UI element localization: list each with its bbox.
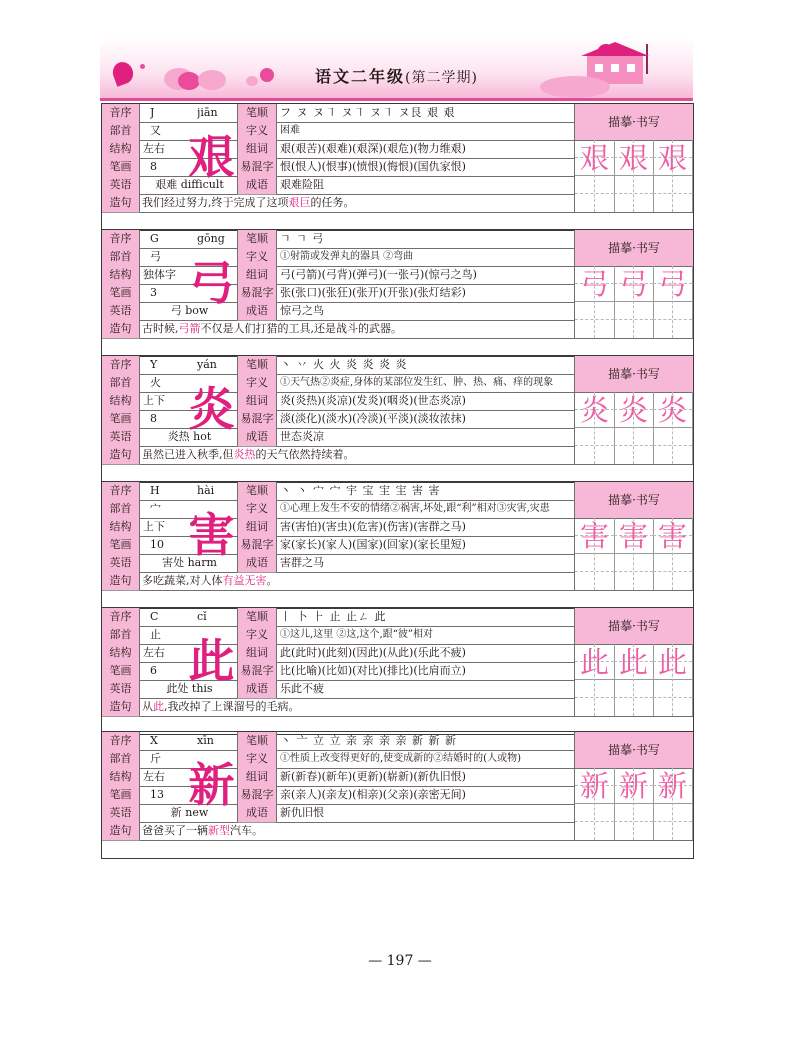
structure-value: 上下 bbox=[143, 520, 165, 533]
trace-character: 新 bbox=[579, 769, 609, 803]
trace-character: 新 bbox=[657, 769, 687, 803]
confusable-value: 张(张口)(张狂)(张开)(开张)(张灯结彩) bbox=[280, 286, 466, 299]
main-character: 炎 bbox=[188, 382, 235, 436]
label-sentence: 造句 bbox=[102, 320, 140, 339]
sentence-text: 的任务。 bbox=[310, 196, 355, 209]
practice-area bbox=[574, 104, 693, 212]
meaning-value: ①这儿,这里 ②这,这个,跟“彼”相对 bbox=[280, 629, 433, 640]
structure-value: 左右 bbox=[143, 770, 165, 783]
letter-value: H bbox=[150, 484, 160, 497]
english-value: 害处 harm bbox=[162, 556, 217, 569]
label-strokes: 笔画 bbox=[102, 786, 140, 805]
radical-value: 宀 bbox=[150, 502, 161, 515]
pinyin-value: yán bbox=[197, 358, 217, 371]
pinyin-value: hài bbox=[197, 484, 215, 497]
label-sentence: 造句 bbox=[102, 572, 140, 591]
practice-grid-cell bbox=[614, 644, 654, 716]
label-meaning: 字义 bbox=[237, 626, 277, 645]
label-radical: 部首 bbox=[102, 500, 140, 519]
label-structure: 结构 bbox=[102, 518, 140, 537]
character-card bbox=[101, 731, 694, 859]
words-value: 炎(炎热)(炎凉)(发炎)(咽炎)(世态炎凉) bbox=[280, 394, 466, 407]
sentence-highlight: 炎热 bbox=[233, 448, 256, 461]
sentence-text: 不仅是人们打猎的工具,还是战斗的武器。 bbox=[200, 322, 402, 335]
practice-grid-cell bbox=[575, 140, 615, 212]
english-value: 新 new bbox=[170, 806, 209, 819]
character-card bbox=[101, 481, 694, 609]
practice-grid-cell bbox=[575, 266, 615, 338]
meaning-value: ①性质上改变得更好的,使变成新的②结婚时的(人或物) bbox=[280, 753, 521, 764]
structure-value: 独体字 bbox=[143, 268, 176, 281]
label-english: 英语 bbox=[102, 804, 140, 823]
label-order: 音序 bbox=[102, 104, 140, 123]
practice-area bbox=[574, 732, 693, 840]
sentence-text: 虽然已进入秋季,但 bbox=[142, 448, 234, 461]
confusable-value: 比(比喻)(比如)(对比)(排比)(比肩而立) bbox=[280, 664, 466, 677]
words-value: 弓(弓箭)(弓背)(弹弓)(一张弓)(惊弓之鸟) bbox=[280, 268, 477, 281]
page-number: — 197 — bbox=[368, 953, 432, 969]
label-stroke_order: 笔顺 bbox=[237, 482, 277, 501]
radical-value: 斤 bbox=[150, 752, 161, 765]
label-idiom: 成语 bbox=[237, 302, 277, 321]
label-radical: 部首 bbox=[102, 750, 140, 769]
practice-header: 描摹·书写 bbox=[575, 608, 693, 645]
character-card bbox=[101, 103, 694, 231]
practice-area bbox=[574, 608, 693, 716]
label-radical: 部首 bbox=[102, 248, 140, 267]
trace-character: 此 bbox=[657, 645, 687, 679]
practice-area bbox=[574, 482, 693, 590]
label-strokes: 笔画 bbox=[102, 410, 140, 429]
trace-character: 弓 bbox=[657, 267, 687, 301]
strokes-value: 8 bbox=[150, 412, 157, 425]
sentence-text: 从 bbox=[142, 700, 153, 713]
structure-value: 左右 bbox=[143, 646, 165, 659]
label-idiom: 成语 bbox=[237, 554, 277, 573]
label-confusable: 易混字 bbox=[237, 786, 277, 805]
meaning-value: ①心理上发生不安的情绪②祸害,坏处,跟“利”相对③灾害,灾患 bbox=[280, 503, 550, 514]
words-value: 新(新春)(新年)(更新)(崭新)(新仇旧恨) bbox=[280, 770, 466, 783]
stroke-order-value: 丶 丶 宀 宀 宇 宝 宔 宔 害 害 bbox=[280, 484, 441, 497]
english-value: 艰难 difficult bbox=[155, 178, 224, 191]
practice-header: 描摹·书写 bbox=[575, 230, 693, 267]
trace-character: 艰 bbox=[657, 141, 687, 175]
label-structure: 结构 bbox=[102, 392, 140, 411]
strokes-value: 6 bbox=[150, 664, 157, 677]
stroke-order-value: ㄱ ㄱ 弓 bbox=[280, 232, 325, 245]
trace-character: 弓 bbox=[618, 267, 648, 301]
label-idiom: 成语 bbox=[237, 804, 277, 823]
label-order: 音序 bbox=[102, 356, 140, 375]
label-strokes: 笔画 bbox=[102, 662, 140, 681]
letter-value: J bbox=[150, 106, 155, 119]
label-radical: 部首 bbox=[102, 626, 140, 645]
sentence-text: 爸爸买了一辆 bbox=[142, 824, 208, 837]
practice-header: 描摹·书写 bbox=[575, 732, 693, 769]
label-structure: 结构 bbox=[102, 266, 140, 285]
practice-grid-cell bbox=[614, 768, 654, 840]
confusable-value: 恨(恨人)(恨事)(愤恨)(悔恨)(国仇家恨) bbox=[280, 160, 466, 173]
label-english: 英语 bbox=[102, 176, 140, 195]
trace-character: 艰 bbox=[579, 141, 609, 175]
label-structure: 结构 bbox=[102, 140, 140, 159]
pinyin-value: xīn bbox=[197, 734, 214, 747]
practice-grid-cell bbox=[614, 140, 654, 212]
practice-grid-cell bbox=[614, 266, 654, 338]
label-order: 音序 bbox=[102, 732, 140, 751]
stroke-order-value: フ ヌ ヌ㇕ ヌ㇕ ヌ㇕ ヌ艮 艰 艰 bbox=[280, 106, 456, 119]
practice-grid-cell bbox=[653, 768, 693, 840]
main-character: 弓 bbox=[188, 256, 235, 310]
meaning-value: 困难 bbox=[280, 125, 300, 136]
practice-grid-cell bbox=[614, 392, 654, 464]
stroke-order-value: 丶 丷 火 火 炎 炎 炎 炎 bbox=[280, 358, 408, 371]
meaning-value: ①天气热②炎症,身体的某部位发生红、肿、热、痛、痒的现象 bbox=[280, 377, 554, 388]
label-english: 英语 bbox=[102, 680, 140, 699]
strokes-value: 13 bbox=[150, 788, 164, 801]
trace-character: 害 bbox=[579, 519, 609, 553]
practice-header: 描摹·书写 bbox=[575, 356, 693, 393]
sentence-highlight: 弓箭 bbox=[178, 322, 201, 335]
letter-value: X bbox=[150, 734, 158, 747]
label-meaning: 字义 bbox=[237, 374, 277, 393]
stroke-order-value: 丨 卜 ⺊ 止 止ㄥ 此 bbox=[280, 610, 387, 623]
label-confusable: 易混字 bbox=[237, 284, 277, 303]
english-value: 此处 this bbox=[166, 682, 213, 695]
practice-grid-cell bbox=[653, 518, 693, 590]
label-stroke_order: 笔顺 bbox=[237, 104, 277, 123]
trace-character: 炎 bbox=[618, 393, 648, 427]
practice-grid-cell bbox=[614, 518, 654, 590]
practice-grid-cell bbox=[575, 768, 615, 840]
label-stroke_order: 笔顺 bbox=[237, 732, 277, 751]
label-order: 音序 bbox=[102, 482, 140, 501]
label-meaning: 字义 bbox=[237, 248, 277, 267]
title-text: 语文二年级 bbox=[315, 67, 406, 86]
idiom-value: 新仇旧恨 bbox=[280, 806, 324, 819]
pinyin-value: gōng bbox=[197, 232, 225, 245]
sentence-text: 我们经过努力,终于完成了这项 bbox=[142, 196, 289, 209]
label-idiom: 成语 bbox=[237, 680, 277, 699]
label-stroke_order: 笔顺 bbox=[237, 356, 277, 375]
main-character: 害 bbox=[188, 508, 235, 562]
label-meaning: 字义 bbox=[237, 122, 277, 141]
radical-value: 弓 bbox=[150, 250, 161, 263]
header-underline bbox=[100, 98, 693, 101]
label-meaning: 字义 bbox=[237, 500, 277, 519]
label-confusable: 易混字 bbox=[237, 158, 277, 177]
main-character: 此 bbox=[188, 634, 235, 688]
idiom-value: 艰难险阻 bbox=[280, 178, 324, 191]
english-value: 炎热 hot bbox=[167, 430, 212, 443]
label-words: 组词 bbox=[237, 518, 277, 537]
trace-character: 炎 bbox=[579, 393, 609, 427]
hill-decoration bbox=[540, 76, 610, 98]
idiom-value: 世态炎凉 bbox=[280, 430, 324, 443]
practice-grid-cell bbox=[653, 140, 693, 212]
letter-value: G bbox=[150, 232, 159, 245]
label-words: 组词 bbox=[237, 140, 277, 159]
radical-value: 止 bbox=[150, 628, 161, 641]
sentence-text: 汽车。 bbox=[230, 824, 263, 837]
practice-area bbox=[574, 230, 693, 338]
main-character: 新 bbox=[188, 758, 235, 812]
label-english: 英语 bbox=[102, 554, 140, 573]
label-words: 组词 bbox=[237, 644, 277, 663]
label-sentence: 造句 bbox=[102, 822, 140, 841]
practice-grid-cell bbox=[575, 392, 615, 464]
strokes-value: 8 bbox=[150, 160, 157, 173]
label-strokes: 笔画 bbox=[102, 536, 140, 555]
practice-header: 描摹·书写 bbox=[575, 104, 693, 141]
trace-character: 炎 bbox=[657, 393, 687, 427]
structure-value: 上下 bbox=[143, 394, 165, 407]
character-card bbox=[101, 229, 694, 357]
label-confusable: 易混字 bbox=[237, 410, 277, 429]
pinyin-value: cǐ bbox=[197, 610, 207, 623]
label-sentence: 造句 bbox=[102, 194, 140, 213]
radical-value: 又 bbox=[150, 124, 161, 137]
sentence-text: ,我改掉了上课溜号的毛病。 bbox=[164, 700, 300, 713]
letter-value: C bbox=[150, 610, 159, 623]
idiom-value: 害群之马 bbox=[280, 556, 324, 569]
label-confusable: 易混字 bbox=[237, 662, 277, 681]
label-words: 组词 bbox=[237, 392, 277, 411]
label-confusable: 易混字 bbox=[237, 536, 277, 555]
trace-character: 害 bbox=[618, 519, 648, 553]
sentence-text: 的天气依然持续着。 bbox=[255, 448, 355, 461]
practice-grid-cell bbox=[653, 644, 693, 716]
character-card bbox=[101, 607, 694, 735]
practice-grid-cell bbox=[575, 518, 615, 590]
main-character: 艰 bbox=[188, 130, 235, 184]
strokes-value: 10 bbox=[150, 538, 164, 551]
label-sentence: 造句 bbox=[102, 446, 140, 465]
meaning-value: ①射箭或发弹丸的器具 ②弯曲 bbox=[280, 251, 414, 262]
confusable-value: 亲(亲人)(亲友)(相亲)(父亲)(亲密无间) bbox=[280, 788, 466, 801]
sentence-text: 。 bbox=[266, 574, 278, 587]
label-stroke_order: 笔顺 bbox=[237, 608, 277, 627]
words-value: 艰(艰苦)(艰难)(艰深)(艰危)(物力维艰) bbox=[280, 142, 466, 155]
practice-grid-cell bbox=[653, 266, 693, 338]
label-english: 英语 bbox=[102, 428, 140, 447]
label-meaning: 字义 bbox=[237, 750, 277, 769]
label-structure: 结构 bbox=[102, 644, 140, 663]
label-stroke_order: 笔顺 bbox=[237, 230, 277, 249]
sentence-text: 古时候, bbox=[142, 322, 179, 335]
label-words: 组词 bbox=[237, 768, 277, 787]
label-idiom: 成语 bbox=[237, 176, 277, 195]
words-value: 此(此时)(此刻)(因此)(从此)(乐此不疲) bbox=[280, 646, 466, 659]
trace-character: 此 bbox=[618, 645, 648, 679]
label-radical: 部首 bbox=[102, 122, 140, 141]
label-order: 音序 bbox=[102, 230, 140, 249]
pinyin-value: jiān bbox=[197, 106, 218, 119]
label-english: 英语 bbox=[102, 302, 140, 321]
confusable-value: 家(家长)(家人)(国家)(回家)(家长里短) bbox=[280, 538, 466, 551]
stroke-order-value: 丶 亠 立 立 亲 亲 亲 亲 新 新 新 bbox=[280, 734, 457, 747]
trace-character: 害 bbox=[657, 519, 687, 553]
practice-grid-cell bbox=[575, 644, 615, 716]
subtitle-text: (第二学期) bbox=[405, 70, 478, 86]
sentence-highlight: 艰巨 bbox=[288, 196, 311, 209]
trace-character: 弓 bbox=[579, 267, 609, 301]
label-idiom: 成语 bbox=[237, 428, 277, 447]
trace-character: 新 bbox=[618, 769, 648, 803]
english-value: 弓 bow bbox=[170, 304, 209, 317]
label-structure: 结构 bbox=[102, 768, 140, 787]
header-banner bbox=[100, 38, 693, 98]
label-words: 组词 bbox=[237, 266, 277, 285]
practice-area bbox=[574, 356, 693, 464]
confusable-value: 淡(淡化)(淡水)(冷淡)(平淡)(淡妆浓抹) bbox=[280, 412, 466, 425]
words-value: 害(害怕)(害虫)(危害)(伤害)(害群之马) bbox=[280, 520, 466, 533]
sentence-highlight: 新型 bbox=[208, 824, 230, 837]
idiom-value: 乐此不疲 bbox=[280, 682, 324, 695]
character-card bbox=[101, 355, 694, 483]
practice-header: 描摹·书写 bbox=[575, 482, 693, 519]
label-order: 音序 bbox=[102, 608, 140, 627]
structure-value: 左右 bbox=[143, 142, 165, 155]
label-sentence: 造句 bbox=[102, 698, 140, 717]
idiom-value: 惊弓之鸟 bbox=[280, 304, 324, 317]
label-strokes: 笔画 bbox=[102, 158, 140, 177]
sentence-highlight: 此 bbox=[153, 700, 164, 713]
trace-character: 此 bbox=[579, 645, 609, 679]
letter-value: Y bbox=[150, 358, 158, 371]
trace-character: 艰 bbox=[618, 141, 648, 175]
label-strokes: 笔画 bbox=[102, 284, 140, 303]
label-radical: 部首 bbox=[102, 374, 140, 393]
practice-grid-cell bbox=[653, 392, 693, 464]
strokes-value: 3 bbox=[150, 286, 157, 299]
sentence-text: 多吃蔬菜,对人体 bbox=[142, 574, 223, 587]
sentence-highlight: 有益无害 bbox=[222, 574, 267, 587]
radical-value: 火 bbox=[150, 376, 161, 389]
